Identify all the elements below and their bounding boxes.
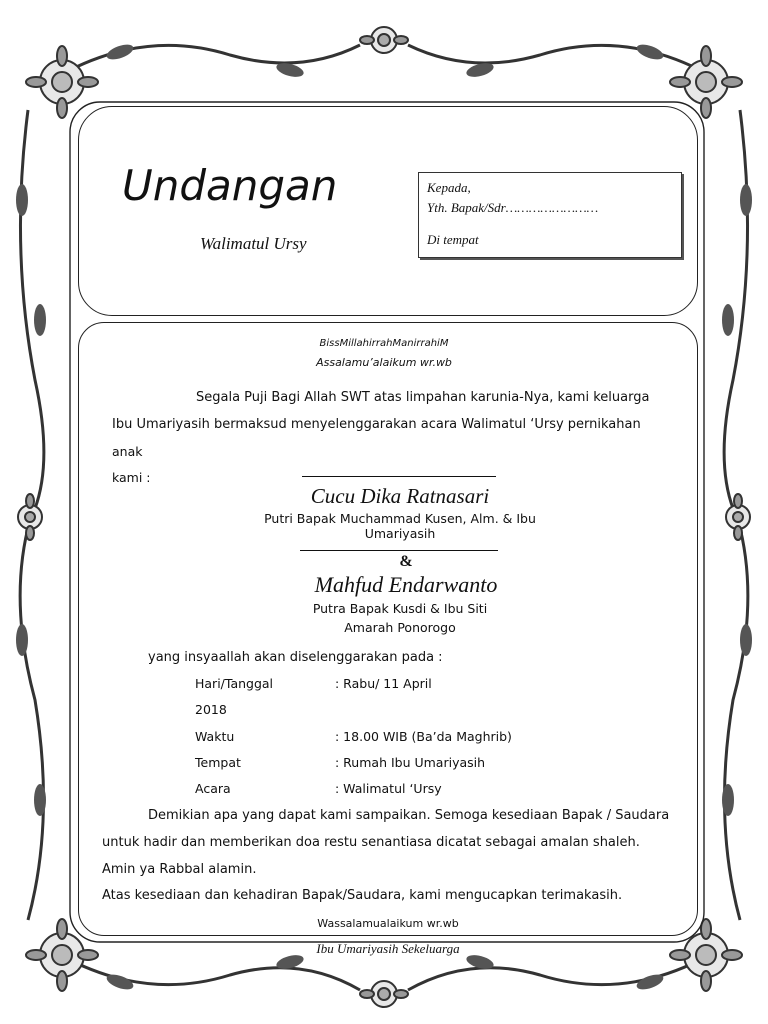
ampersand: & xyxy=(399,553,413,570)
closing-line-4: Atas kesediaan dan kehadiran Bapak/Saudara, kami mengucapkan terimakasih. xyxy=(102,888,623,903)
event-date-value: : Rabu/ 11 April xyxy=(335,676,432,691)
intro-line-1: Segala Puji Bagi Allah SWT atas limpahan karunia-Nya, kami keluarga xyxy=(196,390,650,405)
groom-name: Mahfud Endarwanto xyxy=(314,572,498,597)
closing-line-1: Demikian apa yang dapat kami sampaikan. Semoga kesediaan Bapak / Saudara xyxy=(148,808,670,823)
closing-salam: Wassalamualaikum wr.wb xyxy=(317,917,459,930)
invitation-title: Undangan xyxy=(122,161,338,210)
intro-line-3: anak xyxy=(112,444,143,459)
event-lead: yang insyaallah akan diselenggarakan pada : xyxy=(148,650,443,665)
closing-line-2: untuk hadir dan memberikan doa restu senantiasa dicatat sebagai amalan shaleh. xyxy=(102,835,640,850)
event-type-value: : Walimatul ‘Ursy xyxy=(335,781,442,796)
event-date-year: 2018 xyxy=(195,702,227,717)
intro-line-2: Ibu Umariyasih bermaksud menyelenggarakan acara Walimatul ‘Ursy pernikahan xyxy=(112,417,641,432)
signature: Ibu Umariyasih Sekeluarga xyxy=(316,941,460,956)
event-time-label: Waktu xyxy=(195,729,235,744)
event-date-label: Hari/Tanggal xyxy=(195,676,274,691)
event-place-value: : Rumah Ibu Umariyasih xyxy=(335,755,486,770)
bride-parents-1: Putri Bapak Muchammad Kusen, Alm. & Ibu xyxy=(264,511,536,526)
groom-parents-2: Amarah Ponorogo xyxy=(344,620,456,635)
divider-bottom xyxy=(300,550,498,551)
bride-parents-2: Umariyasih xyxy=(364,526,436,541)
event-type-label: Acara xyxy=(195,781,231,796)
recipient-box xyxy=(418,172,682,258)
closing-line-3: Amin ya Rabbal alamin. xyxy=(102,862,257,877)
opening-salam: Assalamu’alaikum wr.wb xyxy=(316,356,452,369)
recipient-place: Di tempat xyxy=(427,232,479,247)
divider-top xyxy=(302,476,496,477)
invitation-subtitle: Walimatul Ursy xyxy=(200,234,307,253)
intro-line-4: kami : xyxy=(112,470,151,485)
recipient-name-line: Yth. Bapak/Sdr…………………… xyxy=(427,200,599,215)
bride-name: Cucu Dika Ratnasari xyxy=(310,484,490,508)
event-place-label: Tempat xyxy=(195,755,241,770)
groom-parents-1: Putra Bapak Kusdi & Ibu Siti xyxy=(312,601,488,616)
recipient-to: Kepada, xyxy=(427,180,471,195)
event-time-value: : 18.00 WIB (Ba’da Maghrib) xyxy=(335,729,512,744)
basmalah: BissMillahirrahManirrahiM xyxy=(319,338,449,349)
